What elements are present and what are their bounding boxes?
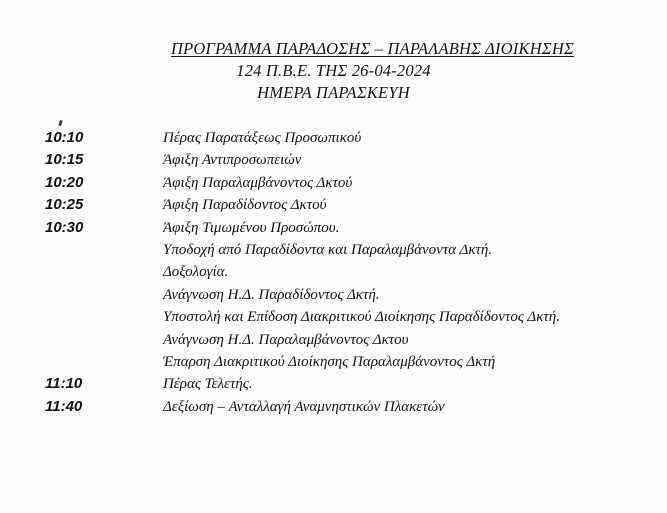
schedule-row [0,284,667,306]
schedule-event: Έπαρση Διακριτικού Διοίκησης Παραλαμβάνοντος Δκτή [163,353,496,370]
schedule-event: Υποστολή και Επίδοση Διακριτικού Διοίκησης Παραδίδοντος Δκτή. [163,309,560,326]
schedule-row [0,329,667,351]
schedule-row [0,396,667,418]
schedule-event: Δοξολογία. [163,264,229,281]
document-header [0,38,667,104]
schedule-row [0,172,667,194]
schedule-list [0,127,667,418]
schedule-time: 10:15 [45,151,84,169]
schedule-event: Πέρας Παρατάξεως Προσωπικού [163,130,362,146]
schedule-time: 10:25 [45,196,84,214]
schedule-event: Ανάγνωση Η.Δ. Παραλαμβάνοντος Δκτου [163,331,409,348]
schedule-row [0,194,667,216]
schedule-row [0,373,667,395]
ink-mark [58,120,63,127]
document-title: ΠΡΟΓΡΑΜΜΑ ΠΑΡΑΔΟΣΗΣ – ΠΑΡΑΛΑΒΗΣ ΔΙΟΙΚΗΣΗΣ [170,39,575,58]
schedule-time: 10:30 [45,218,84,236]
document-subtitle: 124 Π.Β.Ε. ΤΗΣ 26-04-2024 [236,61,431,80]
schedule-event: Πέρας Τελετής. [163,376,253,393]
schedule-time: 10:20 [45,173,84,191]
schedule-row [0,239,667,261]
document-day: ΗΜΕΡΑ ΠΑΡΑΣΚΕΥΗ [257,83,410,102]
schedule-event: Άφιξη Παραλαμβάνοντος Δκτού [163,174,353,191]
schedule-event: Άφιξη Παραδίδοντος Δκτού [163,197,327,214]
schedule-row [0,351,667,373]
schedule-event: Άφιξη Αντιπροσωπειών [163,152,302,169]
schedule-event: Άφιξη Τιμωμένου Προσώπου. [163,219,340,236]
schedule-row [0,127,667,149]
schedule-row [0,149,667,171]
schedule-time: 11:40 [45,397,83,415]
schedule-time: 10:10 [45,129,84,146]
schedule-row [0,261,667,283]
schedule-row [0,306,667,328]
schedule-event: Ανάγνωση Η.Δ. Παραδίδοντος Δκτή. [163,286,380,303]
schedule-event: Υποδοχή από Παραδίδοντα και Παραλαμβάνοντα Δκτή. [163,241,493,258]
schedule-row [0,217,667,239]
schedule-time: 11:10 [45,375,83,393]
schedule-event: Δεξίωση – Ανταλλαγή Αναμνηστικών Πλακετών [163,398,445,415]
